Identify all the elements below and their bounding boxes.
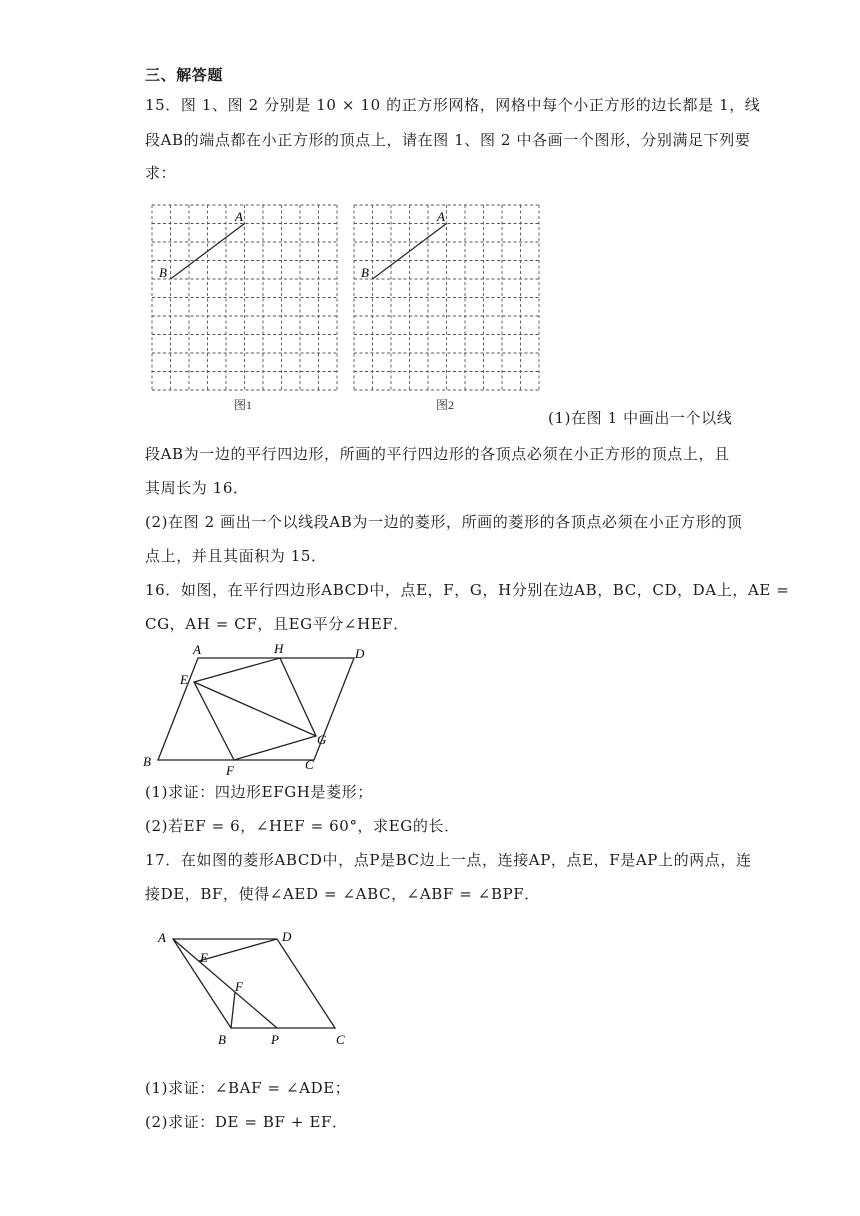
figure-caption: 图2 (436, 398, 455, 412)
segment-bf (231, 992, 235, 1028)
grid-lines (152, 205, 337, 390)
q15-figure-2 (350, 203, 545, 415)
section-title: 三、解答题 (145, 66, 224, 84)
q15-part2-line-1: (2)在图 2 画出一个以线段AB为一边的菱形，所画的菱形的各顶点必须在小正方形的顶 (145, 513, 743, 531)
label-g: G (317, 732, 327, 747)
q15-part1-line-1: (1)在图 1 中画出一个以线 (548, 409, 733, 427)
q16-line-1: 16．如图，在平行四边形ABCD中，点E，F，G，H分别在边AB，BC，CD，DA上，AE = (145, 581, 790, 599)
q17-part-2: (2)求证：DE = BF + EF． (145, 1113, 348, 1131)
label-a: A (193, 642, 201, 657)
label-a: A (158, 930, 166, 945)
label-e: E (200, 950, 208, 965)
label-f: F (235, 979, 243, 994)
q15-part2-line-2: 点上，并且其面积为 15． (145, 547, 327, 565)
label-b: B (218, 1032, 226, 1047)
label-c: C (305, 757, 314, 772)
segment-de (199, 939, 277, 961)
segment-ab (373, 224, 447, 280)
q17-part-1: (1)求证：∠BAF = ∠ADE； (145, 1079, 351, 1097)
grid-lines (354, 205, 539, 390)
figure-caption: 图1 (234, 398, 253, 412)
q15-line-1: 15．图 1、图 2 分别是 10 × 10 的正方形网格，网格中每个小正方形的边长都是 1，线 (145, 96, 761, 114)
label-a: A (437, 209, 445, 224)
label-a: A (235, 209, 243, 224)
q17-figure (150, 922, 360, 1052)
rhombus-abcd (173, 939, 335, 1028)
diagonal-eg (194, 682, 316, 736)
q17-line-1: 17．在如图的菱形ABCD中，点P是BC边上一点，连接AP，点E，F是AP上的两点，连 (145, 851, 752, 869)
q15-line-2: 段AB的端点都在小正方形的顶点上，请在图 1、图 2 中各画一个图形，分别满足下列要 (145, 131, 751, 149)
q16-part-2: (2)若EF = 6，∠HEF = 60°，求EG的长． (145, 817, 460, 835)
label-d: D (282, 929, 292, 944)
label-b: B (143, 754, 151, 769)
segment-ap (173, 939, 277, 1028)
label-h: H (274, 641, 284, 656)
label-d: D (355, 646, 365, 661)
q15-part1-line-2: 段AB为一边的平行四边形，所画的平行四边形的各顶点必须在小正方形的顶点上，且 (145, 445, 730, 463)
q17-line-2: 接DE，BF，使得∠AED = ∠ABC，∠ABF = ∠BPF． (145, 885, 540, 903)
q16-line-2: CG，AH = CF，且EG平分∠HEF． (145, 615, 409, 633)
label-e: E (180, 672, 188, 687)
q15-figure-1 (148, 203, 343, 415)
segment-ab (171, 224, 245, 280)
label-c: C (336, 1032, 345, 1047)
q16-part-1: (1)求证：四边形EFGH是菱形； (145, 783, 373, 801)
label-p: P (271, 1032, 279, 1047)
q15-line-3: 求： (145, 164, 177, 182)
label-b: B (159, 265, 167, 280)
q16-figure (140, 638, 380, 780)
label-b: B (361, 265, 369, 280)
q15-part1-line-3: 其周长为 16． (145, 479, 249, 497)
label-f: F (226, 763, 234, 778)
